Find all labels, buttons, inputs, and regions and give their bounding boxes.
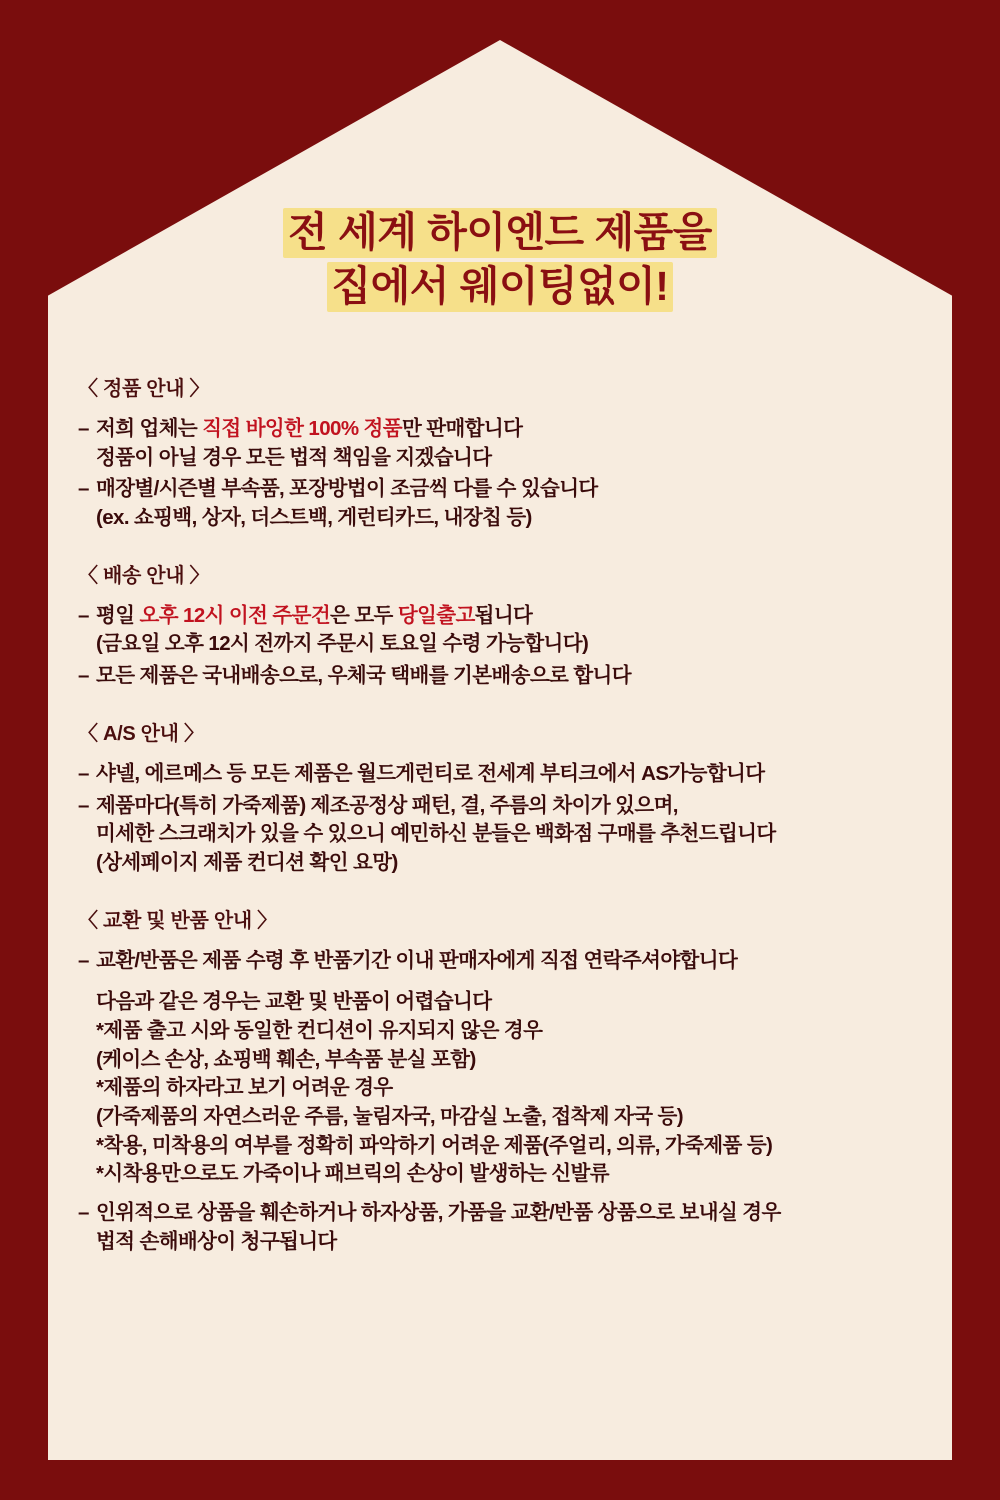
plain-text: 은 모두 <box>330 603 398 627</box>
notice-item <box>78 1199 938 1256</box>
notice-item-text <box>96 475 938 532</box>
page-title <box>0 205 1000 313</box>
notice-line <box>96 792 938 821</box>
bullet-dash: – <box>78 417 89 440</box>
notice-line <box>96 1199 938 1228</box>
title-line-1 <box>0 205 1000 259</box>
notice-item-text <box>96 602 938 659</box>
bullet-dash: – <box>78 948 89 972</box>
plain-text: 매장별/시즌별 부속품, 포장방법이 조금씩 다를 수 있습니다 <box>96 477 598 501</box>
plain-text: 인위적으로 상품을 훼손하거나 하자상품, 가품을 교환/반품 상품으로 보내실 경우 <box>96 1201 781 1225</box>
notice-item <box>78 792 938 878</box>
notice-section <box>78 904 938 1257</box>
notice-section <box>78 559 938 691</box>
plain-text: (상세페이지 제품 컨디션 확인 요망) <box>96 850 398 874</box>
notice-line <box>96 630 938 659</box>
section-heading: 〈 배송 안내 〉 <box>78 564 210 587</box>
notice-line <box>96 760 938 789</box>
section-heading: 〈 정품 안내 〉 <box>78 378 210 400</box>
emphasis-text: 당일출고 <box>397 603 475 627</box>
notice-item <box>78 760 938 789</box>
notice-content <box>78 372 938 1259</box>
notice-subline: *제품의 하자라고 보기 어려운 경우 <box>96 1076 393 1100</box>
section-heading: 〈 교환 및 반품 안내 〉 <box>78 909 277 932</box>
bullet-dash: – <box>78 761 89 785</box>
notice-item <box>78 947 938 976</box>
plain-text: 미세한 스크래치가 있을 수 있으니 예민하신 분들은 백화점 구매를 추천드립니다 <box>96 822 776 846</box>
notice-item-text <box>96 792 938 878</box>
notice-line <box>96 504 938 533</box>
notice-item <box>78 662 938 691</box>
bullet-dash: – <box>78 1201 89 1225</box>
notice-line <box>96 475 938 504</box>
notice-section <box>78 717 938 878</box>
spacer <box>78 978 938 988</box>
notice-line <box>96 602 938 631</box>
plain-text: 정품이 아닐 경우 모든 법적 책임을 지겠습니다 <box>96 445 492 469</box>
notice-subline: *착용, 미착용의 여부를 정확히 파악하기 어려운 제품(주얼리, 의류, 가죽제품 등) <box>96 1133 773 1157</box>
notice-item-text <box>96 947 938 976</box>
notice-subline: *시착용만으로도 가죽이나 패브릭의 손상이 발생하는 신발류 <box>96 1162 609 1186</box>
plain-text: 교환/반품은 제품 수령 후 반품기간 이내 판매자에게 직접 연락주셔야합니다 <box>96 948 738 972</box>
title-line-2 <box>0 259 1000 313</box>
plain-text: 모든 제품은 국내배송으로, 우체국 택배를 기본배송으로 합니다 <box>96 664 631 688</box>
notice-subline: (케이스 손상, 쇼핑백 훼손, 부속품 분실 포함) <box>96 1047 476 1071</box>
plain-text: 제품마다(특히 가죽제품) 제조공정상 패턴, 결, 주름의 차이가 있으며, <box>96 793 678 817</box>
notice-item <box>78 475 938 532</box>
plain-text: 법적 손해배상이 청구됩니다 <box>96 1229 337 1253</box>
section-heading: 〈 A/S 안내 〉 <box>78 722 204 745</box>
plain-text: 저희 업체는 <box>96 417 203 440</box>
notice-item-text <box>96 415 938 472</box>
notice-item <box>78 415 938 472</box>
plain-text: 평일 <box>96 603 140 627</box>
notice-item-text <box>96 760 938 789</box>
notice-subline: (가죽제품의 자연스러운 주름, 눌림자국, 마감실 노출, 접착제 자국 등) <box>96 1105 683 1128</box>
title-highlight-1: 전 세계 하이엔드 제품을 <box>283 208 717 258</box>
spacer <box>78 1189 938 1199</box>
notice-line <box>96 849 938 878</box>
plain-text: 만 판매합니다 <box>401 417 523 440</box>
emphasis-text: 오후 12시 이전 주문건 <box>139 603 331 627</box>
notice-subline: *제품 출고 시와 동일한 컨디션이 유지되지 않은 경우 <box>96 1018 543 1042</box>
plain-text: 샤넬, 에르메스 등 모든 제품은 월드게런티로 전세계 부티크에서 AS가능합니다 <box>96 761 765 785</box>
bullet-dash: – <box>78 477 89 501</box>
notice-item <box>78 602 938 659</box>
notice-item-text <box>96 662 938 691</box>
bullet-dash: – <box>78 603 89 627</box>
plain-text: 됩니다 <box>474 603 533 627</box>
notice-line <box>96 662 938 691</box>
plain-text: (ex. 쇼핑백, 상자, 더스트백, 게런티카드, 내장칩 등) <box>96 506 532 530</box>
notice-subline: 다음과 같은 경우는 교환 및 반품이 어렵습니다 <box>96 990 492 1014</box>
bullet-dash: – <box>78 664 89 688</box>
notice-line <box>96 415 938 444</box>
emphasis-text: 직접 바잉한 100% 정품 <box>202 417 402 440</box>
plain-text: (금요일 오후 12시 전까지 주문시 토요일 수령 가능합니다) <box>96 632 589 656</box>
notice-line <box>96 444 938 473</box>
title-highlight-2: 집에서 웨이팅없이! <box>327 262 674 312</box>
notice-line <box>96 1228 938 1257</box>
notice-line <box>96 947 938 976</box>
notice-item-text <box>96 1199 938 1256</box>
bullet-dash: – <box>78 793 89 817</box>
notice-line <box>96 820 938 849</box>
notice-section <box>78 372 938 533</box>
